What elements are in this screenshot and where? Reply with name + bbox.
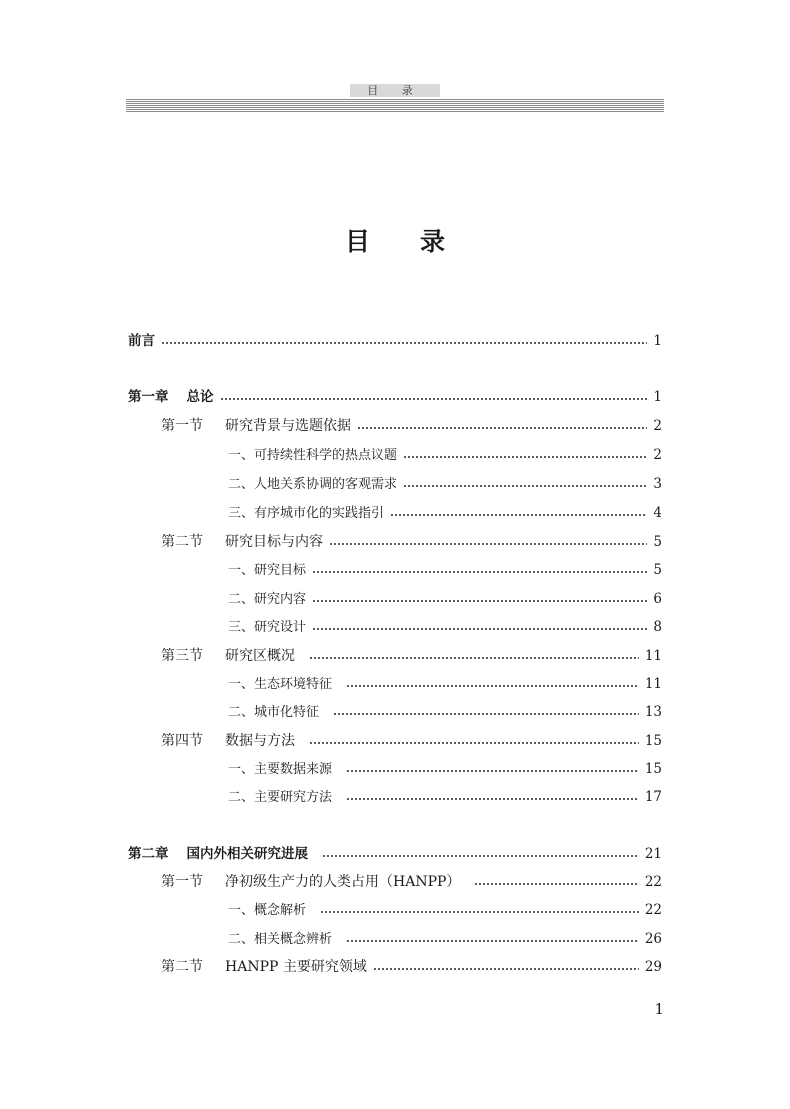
toc-entry-subsection[interactable] xyxy=(228,444,662,466)
toc-page-number: 13 xyxy=(644,704,662,720)
toc-leader xyxy=(320,911,639,913)
toc-section-number: 第二节 xyxy=(161,959,203,975)
toc-page-number: 22 xyxy=(644,874,662,890)
toc-entry-subsection[interactable] xyxy=(228,588,662,610)
toc-entry-subsection[interactable] xyxy=(228,758,662,780)
toc-leader xyxy=(390,514,647,516)
toc-section-number: 第一节 xyxy=(161,418,203,434)
toc-entry-label: 总论 xyxy=(186,389,214,405)
toc-entry-label: 二、研究内容 xyxy=(228,592,307,607)
toc-page-number: 4 xyxy=(653,505,662,521)
toc-section-number: 第三节 xyxy=(161,648,203,664)
toc-page-number: 8 xyxy=(653,619,662,635)
toc-entry-subsection[interactable] xyxy=(228,502,662,524)
toc-page-number: 1 xyxy=(653,333,662,349)
page-title: 目录 xyxy=(344,227,495,256)
toc-page-number: 21 xyxy=(644,846,662,862)
toc-page-number: 2 xyxy=(653,418,662,434)
toc-page-number: 2 xyxy=(653,447,662,463)
toc-leader xyxy=(220,398,648,400)
toc-entry-chapter[interactable] xyxy=(128,386,662,408)
toc-leader xyxy=(373,968,639,970)
toc-entry-label: 一、可持续性科学的热点议题 xyxy=(228,448,398,463)
toc-leader xyxy=(346,940,639,942)
toc-leader xyxy=(333,713,639,715)
toc-leader xyxy=(346,770,639,772)
toc-leader xyxy=(329,543,647,545)
toc-entry-subsection[interactable] xyxy=(228,899,662,921)
toc-entry-label: 一、主要数据来源 xyxy=(228,762,333,777)
toc-page-number: 22 xyxy=(644,902,662,918)
toc-entry-subsection[interactable] xyxy=(228,473,662,495)
toc-chapter-number: 第二章 xyxy=(128,846,169,862)
toc-entry-subsection[interactable] xyxy=(228,786,662,808)
toc-entry-section[interactable] xyxy=(161,871,662,893)
toc-entry-subsection[interactable] xyxy=(228,673,662,695)
toc-section-number: 第二节 xyxy=(161,534,203,550)
toc-entry-label: 数据与方法 xyxy=(225,733,295,749)
toc-entry-label: 研究背景与选题依据 xyxy=(225,418,351,434)
toc-page-number: 17 xyxy=(644,789,662,805)
toc-page-number: 15 xyxy=(644,761,662,777)
toc-chapter-number: 第一章 xyxy=(128,389,169,405)
toc-page-number: 3 xyxy=(653,476,662,492)
toc-leader xyxy=(403,456,647,458)
toc-leader xyxy=(403,485,647,487)
toc-leader xyxy=(346,685,639,687)
toc-entry-section[interactable] xyxy=(161,415,662,437)
toc-entry-subsection[interactable] xyxy=(228,928,662,950)
toc-entry-label: 研究目标与内容 xyxy=(225,534,323,550)
toc-entry-subsection[interactable] xyxy=(228,559,662,581)
toc-entry-subsection[interactable] xyxy=(228,701,662,723)
toc-entry-label: 研究区概况 xyxy=(225,648,295,664)
toc-page-number: 15 xyxy=(644,733,662,749)
toc-page-number: 29 xyxy=(644,959,662,975)
toc-entry-label: 三、有序城市化的实践指引 xyxy=(228,506,385,521)
toc-entry-section[interactable] xyxy=(161,956,662,978)
toc-page-number: 26 xyxy=(644,931,662,947)
toc-entry-label: 国内外相关研究进展 xyxy=(186,846,308,862)
toc-leader xyxy=(322,855,639,857)
running-header: 目 录 xyxy=(350,84,440,97)
toc-leader xyxy=(346,798,639,800)
page-folio: 1 xyxy=(654,1000,664,1018)
toc-entry-section[interactable] xyxy=(161,645,662,667)
toc-leader xyxy=(309,742,639,744)
toc-leader xyxy=(312,571,647,573)
toc-entry-subsection[interactable] xyxy=(228,616,662,638)
toc-page-number: 6 xyxy=(653,591,662,607)
toc-entry-label: HANPP 主要研究领域 xyxy=(225,959,367,975)
toc-entry-preface[interactable] xyxy=(128,330,662,352)
toc-leader xyxy=(312,600,647,602)
toc-entry-label: 二、相关概念辨析 xyxy=(228,932,333,947)
toc-page-number: 5 xyxy=(653,562,662,578)
toc-entry-section[interactable] xyxy=(161,730,662,752)
toc-entry-label: 二、人地关系协调的客观需求 xyxy=(228,477,398,492)
toc-entry-label: 一、概念解析 xyxy=(228,903,307,918)
toc-entry-label: 二、城市化特征 xyxy=(228,705,320,720)
toc-section-number: 第四节 xyxy=(161,733,203,749)
toc-page-number: 5 xyxy=(653,534,662,550)
toc-leader xyxy=(161,342,647,344)
toc-entry-label: 二、主要研究方法 xyxy=(228,790,333,805)
toc-entry-label: 三、研究设计 xyxy=(228,620,307,635)
toc-section-number: 第一节 xyxy=(161,874,203,890)
toc-entry-label: 一、研究目标 xyxy=(228,563,307,578)
toc-page-number: 11 xyxy=(644,676,662,692)
toc-leader xyxy=(474,883,638,885)
toc-entry-label: 前言 xyxy=(128,333,155,349)
toc-leader xyxy=(312,628,647,630)
toc-leader xyxy=(357,427,647,429)
toc-entry-label: 一、生态环境特征 xyxy=(228,677,333,692)
toc-entry-section[interactable] xyxy=(161,531,662,553)
toc-entry-chapter[interactable] xyxy=(128,843,662,865)
toc-page-number: 1 xyxy=(653,389,662,405)
toc-page-number: 11 xyxy=(644,648,662,664)
toc-entry-label: 净初级生产力的人类占用（HANPP） xyxy=(225,874,461,890)
toc-leader xyxy=(309,657,639,659)
